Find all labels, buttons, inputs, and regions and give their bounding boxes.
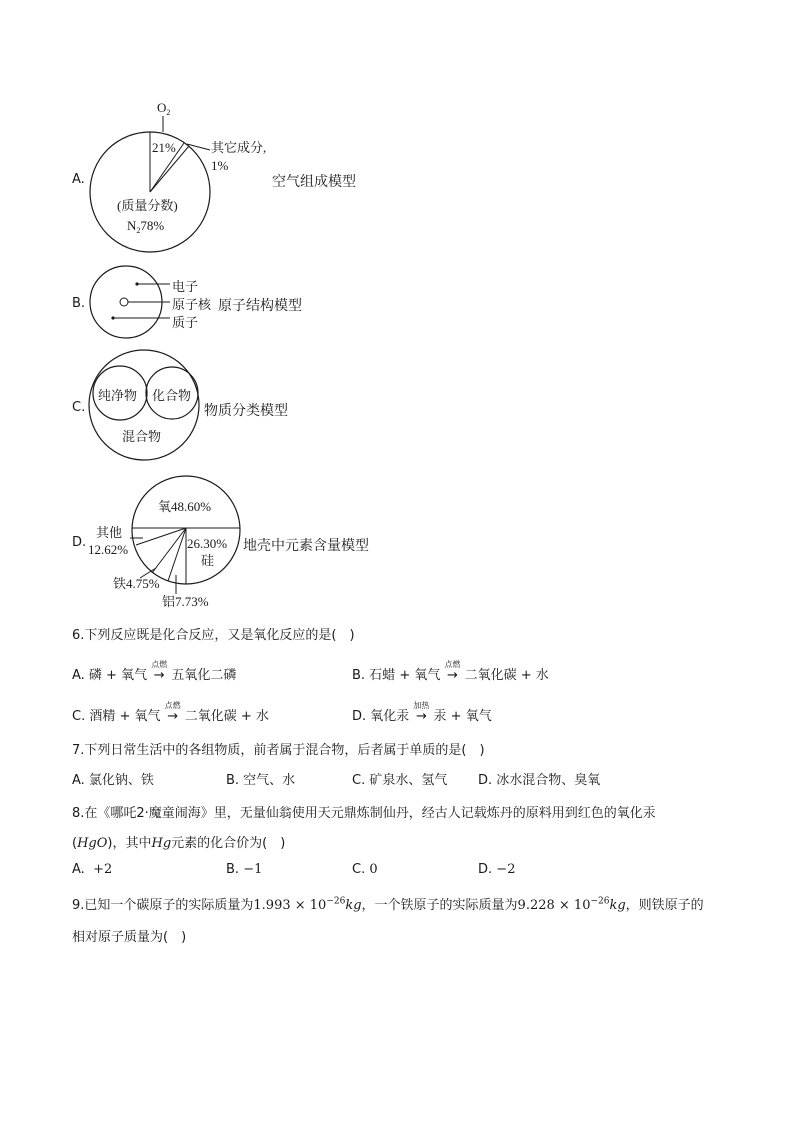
silicon-label: 硅	[201, 553, 215, 568]
other-label: 其它成分,	[211, 140, 267, 155]
other-elements-label: 其他	[96, 525, 123, 540]
reaction-arrow: 点燃 →	[164, 701, 181, 724]
q7-option-d: D. 冰水混合物、臭氧	[478, 773, 601, 788]
mixture-label: 混合物	[122, 429, 162, 444]
other-percent: 1%	[211, 158, 229, 173]
nucleus-label: 原子核	[172, 297, 212, 312]
iron-mass: $9.228 \times 10^{-26}kg$	[517, 896, 626, 913]
question-9-line2: 相对原子质量为( )	[72, 930, 187, 945]
oxygen-label: 氧48.60%	[158, 499, 212, 514]
q7-option-b: B. 空气、水	[226, 773, 296, 788]
compound-label: 化合物	[152, 388, 192, 403]
q6-option-b: B. 石蜡 + 氧气 点燃 → 二氧化碳 + 水	[352, 660, 549, 683]
question-9-line1: 9.已知一个碳原子的实际质量为$1.993 \times 10^{-26}kg$，一个铁原子的实际质量为$9.228 \times 10^{-26}kg$，则铁原子的	[72, 896, 704, 913]
proton-label: 质子	[172, 315, 199, 330]
q6-option-a: A. 磷 + 氧气 点燃 → 五氧化二磷	[72, 660, 237, 683]
n2-label: $N_278\%$	[127, 218, 165, 235]
question-8-line1: 8.在《哪吒2·魔童闹海》里，无量仙翁使用天元鼎炼制仙丹，经古人记载炼丹的原料用到红色的氧化汞	[72, 806, 656, 821]
air-model-name: 空气组成模型	[272, 174, 356, 190]
reaction-arrow: 加热 →	[413, 701, 430, 724]
q6-option-c: C. 酒精 + 氧气 点燃 → 二氧化碳 + 水	[72, 701, 269, 724]
aluminum-label: 铝7.73%	[162, 594, 209, 609]
mass-fraction-label: (质量分数)	[117, 198, 178, 213]
q8-option-d: D. −2	[478, 862, 516, 877]
reaction-arrow: 点燃 →	[444, 660, 461, 683]
silicon-percent: 26.30%	[187, 536, 228, 551]
other-elements-percent: 12.62%	[88, 542, 129, 557]
atom-model-name: 原子结构模型	[218, 298, 302, 314]
pure-substance-label: 纯净物	[98, 388, 138, 403]
crust-pie-divider	[152, 528, 186, 573]
q6-option-d: D. 氧化汞 加热 → 汞 + 氧气	[352, 701, 492, 724]
q8-option-c: C. 0	[352, 862, 378, 877]
o2-label: $O_2$	[157, 100, 171, 117]
o2-percent: 21%	[152, 140, 176, 155]
question-8-line2: (HgO)，其中Hg元素的化合价为( )	[72, 836, 286, 851]
q7-option-c: C. 矿泉水、氢气	[352, 773, 448, 788]
question-7-stem: 7.下列日常生活中的各组物质，前者属于混合物，后者属于单质的是( )	[72, 743, 485, 758]
option-d-letter: D.	[72, 535, 87, 550]
q7-option-a: A. 氯化钠、铁	[72, 773, 154, 788]
crust-pie-divider	[136, 528, 186, 545]
symbol-hg: Hg	[151, 836, 172, 851]
option-b-letter: B.	[72, 296, 86, 311]
nucleus-dot	[120, 298, 128, 306]
electron-label: 电子	[172, 279, 199, 294]
question-6-stem: 6.下列反应既是化合反应，又是氧化反应的是( )	[72, 628, 355, 643]
iron-label: 铁4.75%	[113, 576, 160, 591]
option-a-letter: A.	[72, 172, 85, 187]
reaction-arrow: 点燃 →	[151, 660, 168, 683]
classification-model-name: 物质分类模型	[204, 403, 288, 419]
q8-option-a: A. +2	[72, 862, 113, 877]
formula-hgo: HgO	[77, 836, 108, 851]
carbon-mass: $1.993 \times 10^{-26}kg$	[253, 896, 362, 913]
crust-model-name: 地壳中元素含量模型	[243, 538, 369, 554]
crust-pie-divider	[168, 528, 186, 581]
q8-option-b: B. −1	[226, 862, 263, 877]
option-c-letter: C.	[72, 400, 86, 415]
